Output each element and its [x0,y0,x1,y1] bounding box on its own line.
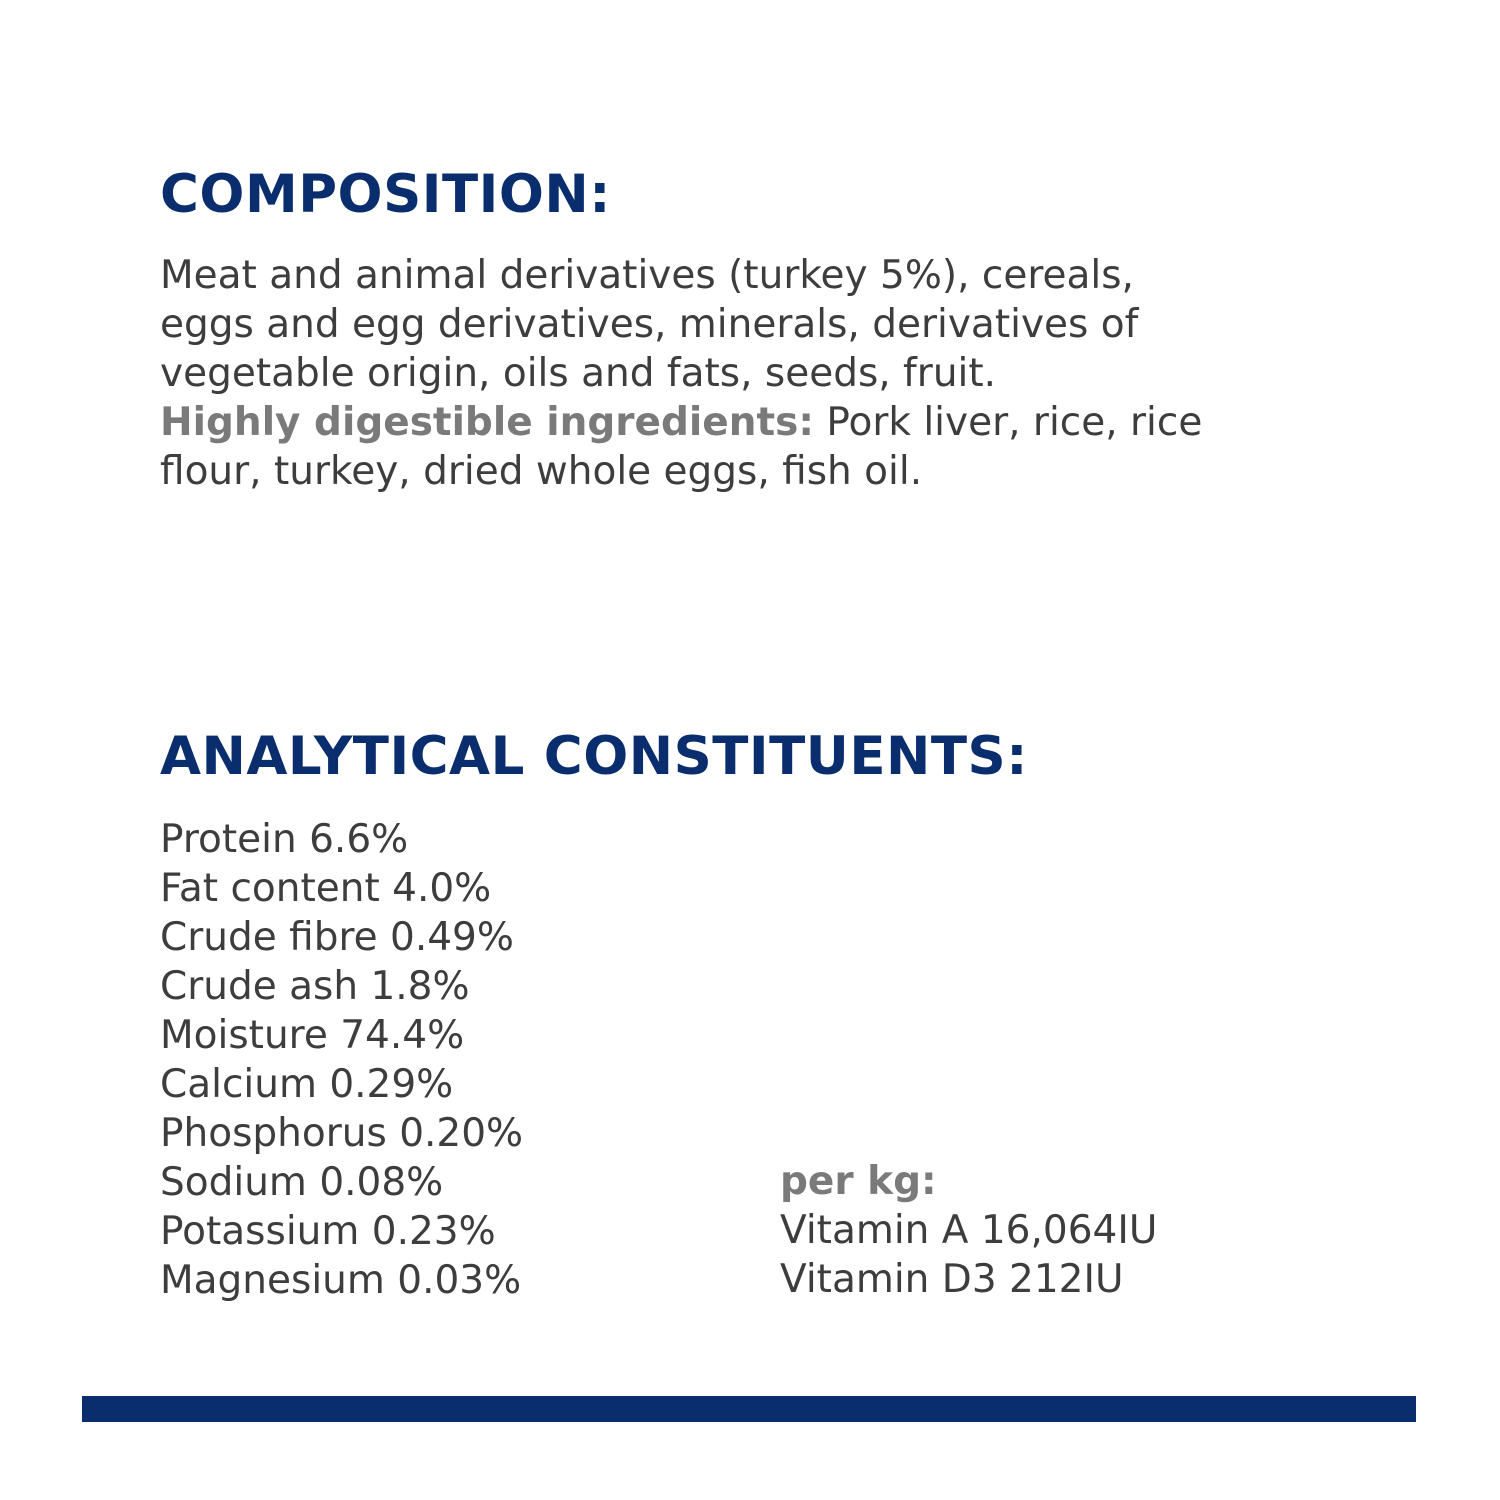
vitamin-item: Vitamin D3 212IU [780,1257,1124,1302]
composition-line: eggs and egg derivatives, minerals, derivatives of [160,302,1139,347]
constituent-item: Fat content 4.0% [160,866,492,911]
constituent-item: Protein 6.6% [160,817,409,862]
constituent-item: Crude fibre 0.49% [160,915,514,960]
highly-digestible-ingredients: Pork liver, rice, rice [813,400,1203,445]
highly-digestible-line [160,398,1202,447]
composition-line: vegetable origin, oils and fats, seeds, fruit. [160,351,997,396]
composition-text [160,251,1202,496]
constituent-item: Phosphorus 0.20% [160,1111,524,1156]
highly-digestible-line-2: flour, turkey, dried whole eggs, fish oil. [160,449,923,494]
constituent-item: Magnesium 0.03% [160,1258,522,1303]
constituent-item: Crude ash 1.8% [160,964,470,1009]
vitamin-item: Vitamin A 16,064IU [780,1208,1158,1253]
constituent-item: Potassium 0.23% [160,1209,496,1254]
highly-digestible-label: Highly digestible ingredients: [160,400,814,445]
vitamins-per-kg [780,1157,1157,1304]
composition-heading: COMPOSITION: [160,164,611,225]
constituent-item: Sodium 0.08% [160,1160,444,1205]
constituent-item: Moisture 74.4% [160,1013,465,1058]
footer-bar [82,1396,1416,1422]
per-kg-label: per kg: [780,1159,937,1204]
constituents-list [160,815,523,1305]
composition-line: Meat and animal derivatives (turkey 5%), cereals, [160,253,1134,298]
constituent-item: Calcium 0.29% [160,1062,454,1107]
analytical-constituents-heading: ANALYTICAL CONSTITUENTS: [160,726,1028,787]
